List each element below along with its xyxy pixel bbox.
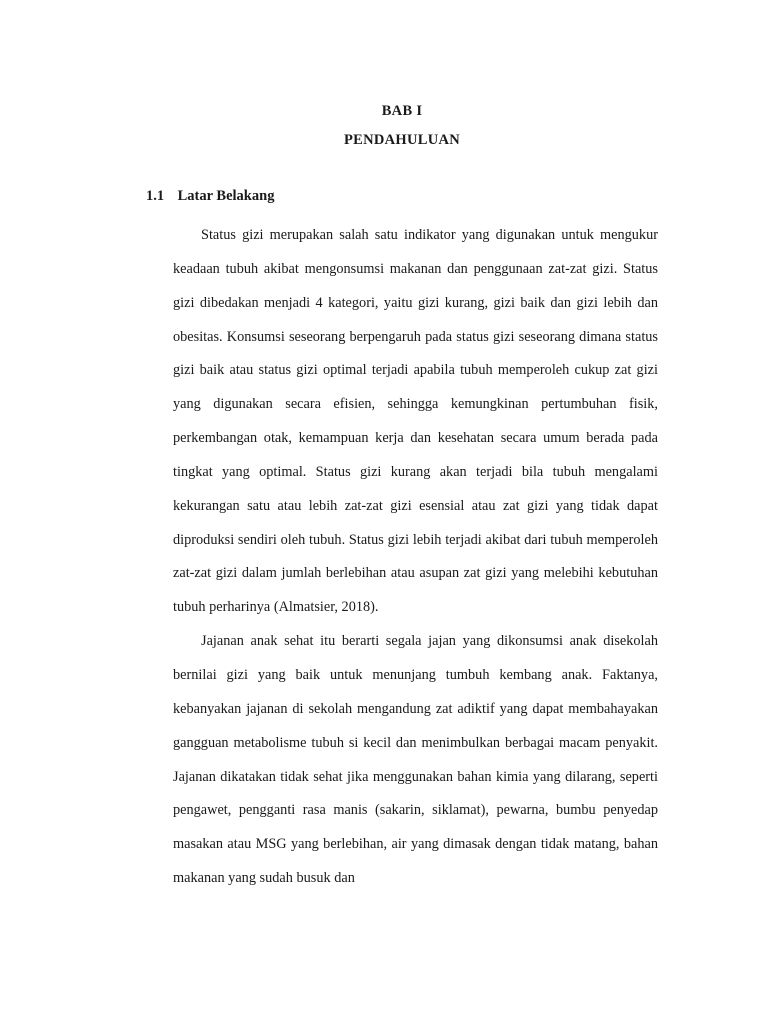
body-text (173, 219, 658, 896)
chapter-title: PENDAHULUAN (343, 132, 461, 148)
chapter-number: BAB I (381, 103, 423, 119)
section-number: 1.1 (146, 188, 165, 204)
section-title: Latar Belakang (177, 188, 275, 204)
section-heading (146, 188, 274, 205)
paragraph-2: Jajanan anak sehat itu berarti segala jajan yang dikonsumsi anak disekolah bernilai gizi yang baik untuk menunjang tumbuh kembang anak. Faktanya, kebanyakan jajanan di sekolah mengandung zat adiktif yang dapat membahayakan gangguan metabolisme tubuh si kecil dan menimbulkan berbagai macam penyakit. Jajanan dikatakan tidak sehat jika menggunakan bahan kimia yang dilarang, seperti pengawet, pengganti rasa manis (sakarin, siklamat), pewarna, bumbu penyedap masakan atau MSG yang berlebihan, air yang dimasak dengan tidak matang, bahan makanan yang sudah busuk dan (173, 633, 658, 887)
paragraph-1: Status gizi merupakan salah satu indikator yang digunakan untuk mengukur keadaan tubuh akibat mengonsumsi makanan dan penggunaan zat-zat gizi. Status gizi dibedakan menjadi 4 kategori, yaitu gizi kurang, gizi baik dan gizi lebih dan obesitas. Konsumsi seseorang berpengaruh pada status gizi seseorang dimana status gizi baik atau status gizi optimal terjadi apabila tubuh memperoleh cukup zat gizi yang digunakan secara efisien, sehingga kemungkinan pertumbuhan fisik, perkembangan otak, kemampuan kerja dan kesehatan secara umum berada pada tingkat yang optimal. Status gizi kurang akan terjadi bila tubuh mengalami kekurangan satu atau lebih zat-zat gizi esensial atau zat gizi yang tidak dapat diproduksi sendiri oleh tubuh. Status gizi lebih terjadi akibat dari tubuh memperoleh zat-zat gizi dalam jumlah berlebihan atau asupan zat gizi yang melebihi kebutuhan tubuh perharinya (Almatsier, 2018). (173, 227, 658, 616)
